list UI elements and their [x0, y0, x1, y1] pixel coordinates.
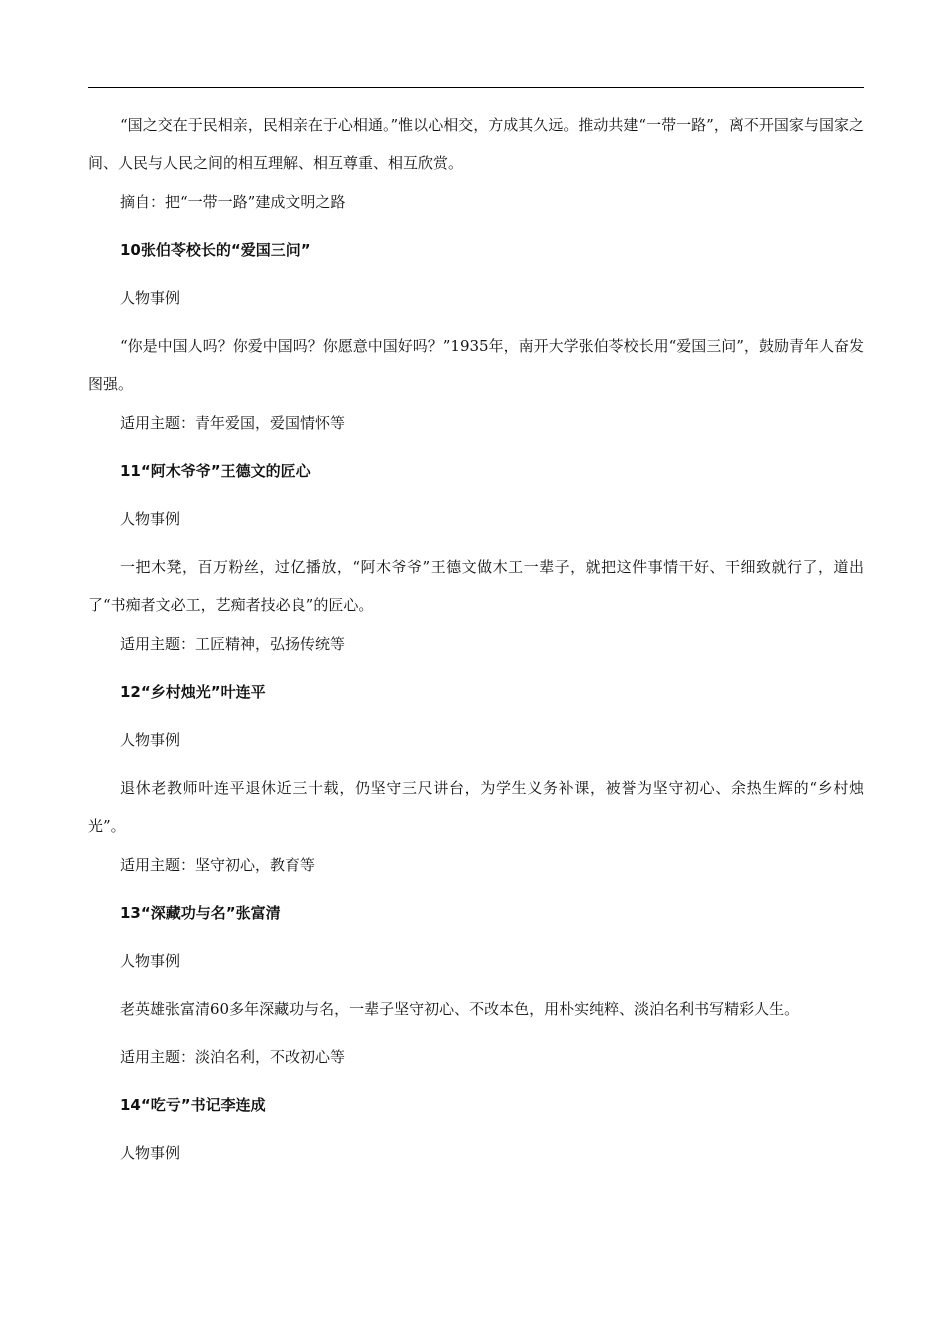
heading-10: 10张伯苓校长的“爱国三问”	[120, 241, 311, 259]
paragraph-body-12: 退休老教师叶连平退休近三十载，仍坚守三尺讲台，为学生义务补课，被誉为坚守初心、余热生辉的“乡村烛光”。	[88, 779, 864, 835]
paragraph-theme-10: 适用主题：青年爱国，爱国情怀等	[120, 414, 346, 432]
paragraph-body-11: 一把木凳，百万粉丝，过亿播放，“阿木爷爷”王德文做木工一辈子，就把这件事情干好、干细致就行了，道出了“书痴者文必工，艺痴者技必良”的匠心。	[88, 558, 864, 614]
paragraph-source: 摘自：把“一带一路”建成文明之路	[120, 193, 346, 211]
label-example-10: 人物事例	[120, 289, 181, 307]
label-example-11: 人物事例	[120, 510, 181, 528]
paragraph-theme-13: 适用主题：淡泊名利，不改初心等	[120, 1048, 346, 1066]
paragraph-body-13: 老英雄张富清60多年深藏功与名，一辈子坚守初心、不改本色，用朴实纯粹、淡泊名利书写精彩人生。	[120, 1000, 800, 1018]
paragraph-belt-road-quote: “国之交在于民相亲，民相亲在于心相通。”惟以心相交，方成其久远。推动共建“一带一路”，离不开国家与国家之间、人民与人民之间的相互理解、相互尊重、相互欣赏。	[88, 116, 864, 172]
heading-14: 14“吃亏”书记李连成	[120, 1096, 266, 1114]
heading-13: 13“深藏功与名”张富清	[120, 904, 281, 922]
paragraph-body-10: “你是中国人吗？你爱中国吗？你愿意中国好吗？”1935年，南开大学张伯苓校长用“爱国三问”，鼓励青年人奋发图强。	[88, 337, 864, 393]
heading-12: 12“乡村烛光”叶连平	[120, 683, 266, 701]
header-rule	[88, 87, 864, 88]
label-example-12: 人物事例	[120, 731, 181, 749]
paragraph-theme-11: 适用主题：工匠精神，弘扬传统等	[120, 635, 346, 653]
document-body	[88, 110, 864, 1186]
paragraph-theme-12: 适用主题：坚守初心，教育等	[120, 856, 316, 874]
heading-11: 11“阿木爷爷”王德文的匠心	[120, 462, 311, 480]
label-example-13: 人物事例	[120, 952, 181, 970]
label-example-14: 人物事例	[120, 1144, 181, 1162]
